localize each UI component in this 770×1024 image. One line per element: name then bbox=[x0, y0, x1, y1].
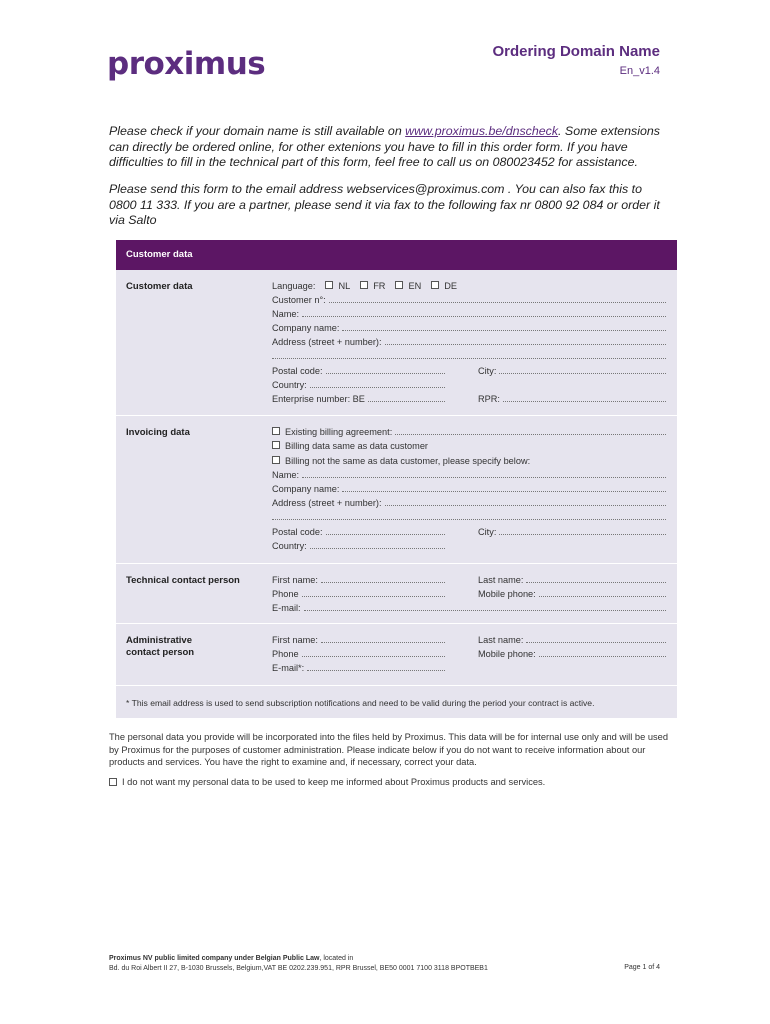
fill-line bbox=[539, 649, 666, 657]
invoice-country-field[interactable] bbox=[272, 541, 445, 551]
billing-not-same-option[interactable] bbox=[272, 456, 530, 466]
privacy-notice: The personal data you provide will be incorporated into the files held by Proximus. This data will be for internal use only and will be used by Proximus for the purposes of customer administration. Please indicate below if you do not want to receive information about our products and services. You have the right to examine and, if necessary, correct your data. bbox=[109, 732, 668, 767]
option-label: Billing not the same as data customer, please specify below: bbox=[285, 456, 531, 466]
section-label: Administrative contact person bbox=[126, 635, 195, 658]
fill-line bbox=[272, 351, 666, 359]
address-field[interactable] bbox=[272, 337, 666, 347]
language-fr-checkbox[interactable] bbox=[360, 281, 368, 289]
admin-contact-section bbox=[116, 624, 677, 686]
intro-paragraph-1 bbox=[109, 124, 664, 171]
field-label: Address (street + number): bbox=[272, 337, 382, 347]
field-label: Mobile phone: bbox=[478, 649, 536, 659]
language-field bbox=[272, 281, 457, 291]
document-version: En_v1.4 bbox=[619, 65, 660, 77]
fill-line bbox=[310, 380, 445, 388]
admin-phone-field[interactable] bbox=[272, 649, 445, 659]
field-label: Phone bbox=[272, 649, 299, 659]
form-header: Customer data bbox=[116, 240, 677, 270]
fill-line bbox=[302, 309, 666, 317]
rpr-field[interactable] bbox=[478, 394, 666, 404]
field-label: City: bbox=[478, 527, 497, 537]
field-label: Postal code: bbox=[272, 527, 323, 537]
section-label: Invoicing data bbox=[126, 427, 190, 438]
field-label: Name: bbox=[272, 309, 300, 319]
field-label: Customer n°: bbox=[272, 295, 326, 305]
fill-line bbox=[326, 366, 445, 374]
field-label: Country: bbox=[272, 380, 307, 390]
field-label: Mobile phone: bbox=[478, 589, 536, 599]
fill-line bbox=[368, 394, 445, 402]
field-label: Company name: bbox=[272, 484, 340, 494]
language-option: EN bbox=[408, 281, 422, 291]
invoice-address-line-2[interactable] bbox=[272, 512, 666, 520]
section-label: Technical contact person bbox=[126, 575, 240, 586]
field-label: Last name: bbox=[478, 635, 524, 645]
fill-line bbox=[342, 323, 666, 331]
customer-number-field[interactable] bbox=[272, 295, 666, 305]
section-label: Customer data bbox=[126, 281, 193, 292]
customer-name-field[interactable] bbox=[272, 309, 666, 319]
billing-not-same-checkbox[interactable] bbox=[272, 456, 280, 464]
fill-line bbox=[321, 635, 445, 643]
order-form bbox=[116, 240, 677, 718]
fill-line bbox=[539, 589, 666, 597]
fill-line bbox=[526, 635, 666, 643]
tech-phone-field[interactable] bbox=[272, 589, 445, 599]
fill-line bbox=[302, 649, 445, 657]
field-label: First name: bbox=[272, 575, 318, 585]
document-title: Ordering Domain Name bbox=[492, 43, 660, 60]
language-option: NL bbox=[338, 281, 351, 291]
fill-line bbox=[342, 484, 666, 492]
tech-email-field[interactable] bbox=[272, 603, 666, 613]
dnscheck-link[interactable]: www.proximus.be/dnscheck bbox=[405, 124, 559, 138]
fill-line bbox=[329, 295, 666, 303]
optout-label: I do not want my personal data to be used to keep me informed about Proximus products and services. bbox=[122, 777, 546, 787]
invoice-postal-field[interactable] bbox=[272, 527, 445, 537]
field-label: Postal code: bbox=[272, 366, 323, 376]
language-option: DE bbox=[444, 281, 457, 291]
field-label: Phone bbox=[272, 589, 299, 599]
language-nl-checkbox[interactable] bbox=[325, 281, 333, 289]
invoice-city-field[interactable] bbox=[478, 527, 666, 537]
country-field[interactable] bbox=[272, 380, 445, 390]
fill-line bbox=[321, 575, 445, 583]
admin-first-name-field[interactable] bbox=[272, 635, 445, 645]
fill-line bbox=[302, 470, 666, 478]
postal-code-field[interactable] bbox=[272, 366, 445, 376]
footer-line-2: Bd. du Roi Albert II 27, B-1030 Brussels, Belgium,VAT BE 0202.239.951, RPR Brussel, BE50 0001 7100 3118 BPOTBEB1 bbox=[109, 965, 488, 972]
optout-option[interactable] bbox=[109, 777, 545, 787]
fill-line bbox=[385, 498, 666, 506]
invoice-address-field[interactable] bbox=[272, 498, 666, 508]
fill-line bbox=[307, 663, 445, 671]
fill-line bbox=[304, 603, 666, 611]
intro-paragraph-2: Please send this form to the email address webservices@proximus.com . You can also fax this to 0800 11 333. If you are a partner, please send it via fax to the following fax nr 0800 92 084 or order it via Salto bbox=[109, 182, 660, 227]
company-name-field[interactable] bbox=[272, 323, 666, 333]
tech-first-name-field[interactable] bbox=[272, 575, 445, 585]
field-label: E-mail*: bbox=[272, 663, 305, 673]
fill-line bbox=[302, 589, 445, 597]
tech-last-name-field[interactable] bbox=[478, 575, 666, 585]
intro-text: Please check if your domain name is still available on bbox=[109, 124, 406, 138]
option-label: Billing data same as data customer bbox=[285, 441, 428, 451]
page-number: Page 1 of 4 bbox=[624, 964, 660, 971]
language-de-checkbox[interactable] bbox=[431, 281, 439, 289]
language-label: Language: bbox=[272, 281, 316, 291]
admin-last-name-field[interactable] bbox=[478, 635, 666, 645]
fill-line bbox=[310, 541, 445, 549]
invoice-company-field[interactable] bbox=[272, 484, 666, 494]
address-line-2[interactable] bbox=[272, 351, 666, 359]
optout-checkbox[interactable] bbox=[109, 778, 117, 786]
fill-line bbox=[395, 427, 666, 435]
document-title-block bbox=[492, 43, 660, 77]
field-label: Last name: bbox=[478, 575, 524, 585]
language-en-checkbox[interactable] bbox=[395, 281, 403, 289]
customer-data-section bbox=[116, 270, 677, 416]
intro-text-cont: . Some extensions can directly be ordered online, for other extenions you have to fill in this order form. If you have difficulties to fill in the technical part of this form, feel free to call us on 080023452 for assistance. bbox=[109, 124, 660, 169]
billing-same-checkbox[interactable] bbox=[272, 441, 280, 449]
fill-line bbox=[272, 512, 666, 520]
admin-email-field[interactable] bbox=[272, 663, 445, 673]
billing-same-option[interactable] bbox=[272, 441, 428, 451]
field-label: RPR: bbox=[478, 394, 500, 404]
footnote-text: * This email address is used to send subscription notifications and need to be valid during the period your contract is active. bbox=[126, 698, 595, 708]
company-legal-name: Proximus NV public limited company under Belgian Public Law bbox=[109, 955, 320, 962]
existing-billing-field[interactable] bbox=[272, 427, 666, 437]
field-label: Company name: bbox=[272, 323, 340, 333]
field-label: Address (street + number): bbox=[272, 498, 382, 508]
admin-mobile-field[interactable] bbox=[478, 649, 666, 659]
field-label: Country: bbox=[272, 541, 307, 551]
city-field[interactable] bbox=[478, 366, 666, 376]
field-label: Enterprise number: BE bbox=[272, 394, 365, 404]
field-label: E-mail: bbox=[272, 603, 301, 613]
proximus-logo: proximus bbox=[107, 46, 266, 82]
field-label: Name: bbox=[272, 470, 300, 480]
footer-located: , located in bbox=[319, 955, 354, 962]
fill-line bbox=[503, 394, 666, 402]
page-footer bbox=[109, 954, 488, 974]
enterprise-number-field[interactable] bbox=[272, 394, 445, 404]
fill-line bbox=[499, 366, 666, 374]
technical-contact-section bbox=[116, 564, 677, 624]
tech-mobile-field[interactable] bbox=[478, 589, 666, 599]
field-label: City: bbox=[478, 366, 497, 376]
footer-line-1 bbox=[109, 954, 488, 964]
fill-line bbox=[326, 527, 445, 535]
field-label: First name: bbox=[272, 635, 318, 645]
fill-line bbox=[526, 575, 666, 583]
language-option: FR bbox=[373, 281, 386, 291]
fill-line bbox=[499, 527, 666, 535]
fill-line bbox=[385, 337, 666, 345]
invoicing-data-section bbox=[116, 416, 677, 564]
invoice-name-field[interactable] bbox=[272, 470, 666, 480]
email-footnote bbox=[116, 686, 677, 718]
existing-billing-checkbox[interactable] bbox=[272, 427, 280, 435]
field-label: Existing billing agreement: bbox=[285, 427, 393, 437]
